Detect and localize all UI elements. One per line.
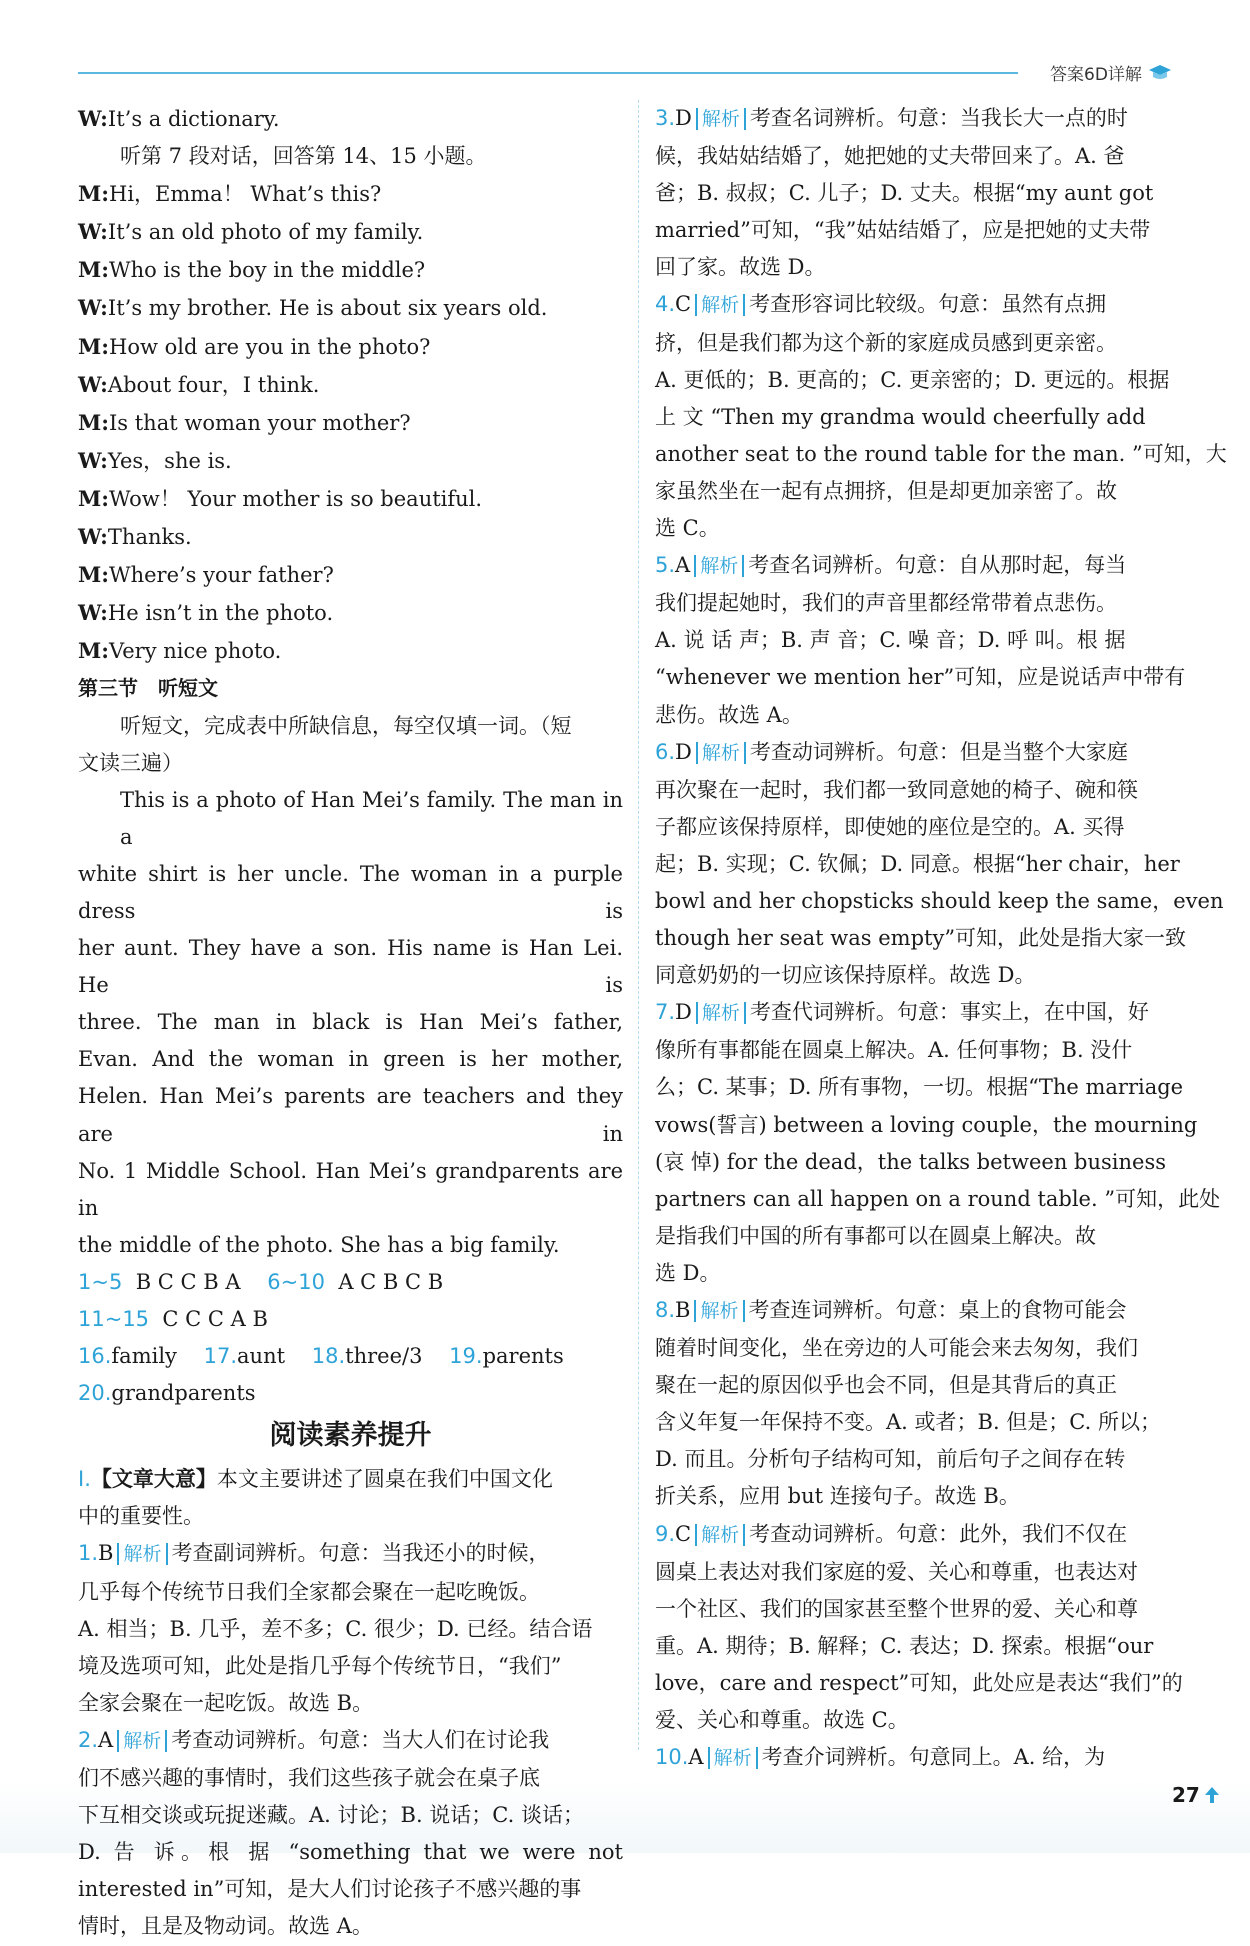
answer-row: 20.grandparents <box>78 1381 256 1406</box>
explanation-line: 起；B. 实现；C. 钦佩；D. 同意。根据“her chair，her <box>655 851 1180 876</box>
question-10: 10.A 解析 考查介词辨析。句意同上。A. 给，为 <box>655 1745 1106 1770</box>
section-title: 第三节 听短文 <box>78 676 218 701</box>
explanation-line: 挤，但是我们都为这个新的家庭成员感到更亲密。 <box>655 330 1117 355</box>
analysis-tag: 解析 <box>695 294 745 316</box>
dialogue-line: W:He isn’t in the photo. <box>78 600 334 626</box>
passage-line: Helen. Han Mei’s parents are teachers and they are in <box>78 1084 623 1146</box>
analysis-tag: 解析 <box>694 555 744 577</box>
explanation-line: another seat to the round table for the man. ”可知，大 <box>655 441 1227 466</box>
explanation-line: 我们提起她时，我们的声音里都经常带着点悲伤。 <box>655 591 1117 616</box>
explanation-line: though her seat was empty”可知，此处是指大家一致 <box>655 926 1187 951</box>
dialogue-line: W:Thanks. <box>78 524 192 550</box>
explanation-line: 含义年复一年保持不变。A. 或者；B. 但是；C. 所以； <box>655 1410 1161 1435</box>
explanation-line: 子都应该保持原样，即使她的座位是空的。A. 买得 <box>655 814 1125 839</box>
explanation-line: 上 文 “Then my grandma would cheerfully add <box>655 404 1146 429</box>
passage-line: No. 1 Middle School. Han Mei’s grandparents are in <box>78 1158 623 1220</box>
question-7: 7.D 解析 考查代词辨析。句意：事实上，在中国，好 像所有事都能在圆桌上解决。A. 任何事物；B. 没什 么；C. 某事；D. 所有事物，一切。根据“The marriage vows(誓言) between a loving couple，the mourning (哀 悼) for the dead，the talks between business partners can all happen on a round table. ”可知，此处 是指我们中国的所有事都可以在圆桌上解决。故 选 D。 <box>655 994 1195 1292</box>
explanation-line: (哀 悼) for the dead，the talks between business <box>655 1149 1166 1174</box>
explanation-line: 么；C. 某事；D. 所有事物，一切。根据“The marriage <box>655 1075 1184 1100</box>
explanation-line: 家虽然坐在一起有点拥挤，但是却更加亲密了。故 <box>655 478 1117 503</box>
header-brand <box>1050 60 1172 85</box>
passage-line: the middle of the photo. She has a big family. <box>78 1232 560 1257</box>
dialogue-block <box>78 175 623 670</box>
question-4: 4.C 解析 考查形容词比较级。句意：虽然有点拥 挤，但是我们都为这个新的家庭成员感到更亲密。 A. 更低的；B. 更高的；C. 更亲密的；D. 更远的。根据 上 文 “Then my grandma would cheerfully add another seat to the round table for the man. ”可知，大 家虽然坐在一起有点拥挤，但是却更加亲密了。故 选 C。 <box>655 286 1195 547</box>
dialogue-line: W:Yes，she is. <box>78 447 232 473</box>
dialogue-line: M:Where’s your father? <box>78 562 334 588</box>
dialogue-line: M:Hi，Emma！ What’s this? <box>78 181 382 207</box>
explanation-line: 圆桌上表达对我们家庭的爱、关心和尊重，也表达对 <box>655 1559 1138 1584</box>
left-column <box>78 100 623 1946</box>
passage-line: three. The man in black is Han Mei’s father, <box>78 1010 623 1035</box>
explanation-line: 一个社区、我们的国家甚至整个世界的爱、关心和尊 <box>655 1596 1138 1621</box>
passage-line: white shirt is her uncle. The woman in a purple dress is <box>78 861 623 923</box>
explanation-line: 折关系，应用 but 连接句子。故选 B。 <box>655 1484 1020 1509</box>
summary-line: Ⅰ.【文章大意】本文主要讲述了圆桌在我们中国文化 <box>78 1466 553 1492</box>
explanation-line: 随着时间变化，坐在旁边的人可能会来去匆匆，我们 <box>655 1336 1138 1361</box>
explanation-line: A. 说 话 声；B. 声 音；C. 噪 音；D. 呼 叫。根 据 <box>655 628 1126 653</box>
question-2: 2.A 解析 考查动词辨析。句意：当大人们在讨论我 们不感兴趣的事情时，我们这些孩子就会在桌子底 下互相交谈或玩捉迷藏。A. 讨论；B. 说话；C. 谈话； D. 告 诉。根 据 “something that we were not interested in”可知，是大人们讨论孩子不感兴趣的事 情时，且是及物动词。故选 A。 <box>78 1727 623 1939</box>
dialogue-line: M:Who is the boy in the middle? <box>78 257 426 283</box>
header-rule <box>78 72 1018 74</box>
answer-row: 1~5 B C C B A 6~10 A C B C B <box>78 1269 444 1294</box>
question-5: 5.A 解析 考查名词辨析。句意：自从那时起，每当 我们提起她时，我们的声音里都经常带着点悲伤。 A. 说 话 声；B. 声 音；C. 噪 音；D. 呼 叫。根 据 “whenever we mention her”可知，应是说话声中带有 悲伤。故选 A。 <box>655 547 1195 733</box>
explanation-line: 悲伤。故选 A。 <box>655 702 803 727</box>
dialogue-line: W:About four，I think. <box>78 371 320 397</box>
explanation-line: love，care and respect”可知，此处应是表达“我们”的 <box>655 1670 1183 1695</box>
right-column <box>655 100 1227 1777</box>
explanation-line: 候，我姑姑结婚了，她把她的丈夫带回来了。A. 爸 <box>655 144 1125 169</box>
question-6: 6.D 解析 考查动词辨析。句意：但是当整个大家庭 再次聚在一起时，我们都一致同意她的椅子、碗和筷 子都应该保持原样，即使她的座位是空的。A. 买得 起；B. 实现；C. 钦佩；D. 同意。根据“her chair，her bowl and her chopsticks should keep the same，even though her seat was empty”可知，此处是指大家一致 同意奶奶的一切应该保持原样。故选 D。 <box>655 734 1195 995</box>
explanation-line: partners can all happen on a round table. ”可知，此处 <box>655 1186 1221 1211</box>
instruction-line: 听第 7 段对话，回答第 14、15 小题。 <box>120 144 487 169</box>
explanation-line: married”可知，“我”姑姑结婚了，应是把她的丈夫带 <box>655 218 1151 243</box>
dialogue-line: W:It’s my brother. He is about six years old. <box>78 295 548 321</box>
dialogue-line: M:Very nice photo. <box>78 638 282 664</box>
dialogue-line: M:Wow！ Your mother is so beautiful. <box>78 485 483 511</box>
explanation-line: vows(誓言) between a loving couple，the mourning <box>655 1112 1198 1137</box>
dialogue-line: M:How old are you in the photo? <box>78 333 431 359</box>
explanation-line: 爱、关心和尊重。故选 C。 <box>655 1708 909 1733</box>
explanation-line: 是指我们中国的所有事都可以在圆桌上解决。故 <box>655 1223 1096 1248</box>
reading-heading: 阅读素养提升 <box>269 1420 432 1452</box>
analysis-tag: 解析 <box>708 1747 758 1769</box>
summary-line: 中的重要性。 <box>78 1504 204 1529</box>
analysis-tag: 解析 <box>696 1002 746 1024</box>
explanation-line: 再次聚在一起时，我们都一致同意她的椅子、碗和筷 <box>655 777 1138 802</box>
explanation-line: bowl and her chopsticks should keep the same，even <box>655 888 1224 913</box>
graduation-cap-icon <box>1148 64 1172 82</box>
dialogue-line: W:It’s a dictionary. <box>78 106 280 131</box>
explanation-line: A. 更低的；B. 更高的；C. 更亲密的；D. 更远的。根据 <box>655 367 1170 392</box>
dialogue-line: W:It’s an old photo of my family. <box>78 219 424 245</box>
answer-row: 16.family 17.aunt 18.three/3 19.parents <box>78 1344 564 1369</box>
explanation-line: 选 D。 <box>655 1260 721 1285</box>
analysis-tag: 解析 <box>696 742 746 764</box>
explanation-line: 回了家。故选 D。 <box>655 255 826 280</box>
analysis-tag: 解析 <box>695 1524 745 1546</box>
explanation-line: 爸；B. 叔叔；C. 儿子；D. 丈夫。根据“my aunt got <box>655 181 1154 206</box>
instruction-line: 文读三遍） <box>78 750 183 775</box>
question-9: 9.C 解析 考查动词辨析。句意：此外，我们不仅在 圆桌上表达对我们家庭的爱、关心和尊重，也表达对 一个社区、我们的国家甚至整个世界的爱、关心和尊 重。A. 期待；B. 解释；C. 表达；D. 探索。根据“our love，care and respect”可知，此处应是表达“我们”的 爱、关心和尊重。故选 C。 <box>655 1516 1195 1740</box>
dialogue-line: M:Is that woman your mother? <box>78 409 411 435</box>
question-3: 3.D 解析 考查名词辨析。句意：当我长大一点的时 候，我姑姑结婚了，她把她的丈夫带回来了。A. 爸 爸；B. 叔叔；C. 儿子；D. 丈夫。根据“my aunt got married”可知，“我”姑姑结婚了，应是把她的丈夫带 回了家。故选 D。 <box>655 100 1195 286</box>
analysis-tag: 解析 <box>694 1300 744 1322</box>
explanation-line: D. 而且。分析句子结构可知，前后句子之间存在转 <box>655 1447 1126 1472</box>
arrow-up-icon <box>1204 1786 1220 1804</box>
passage-line: This is a photo of Han Mei’s family. The man in a <box>120 787 623 849</box>
explanation-line: 选 C。 <box>655 516 720 541</box>
explanation-line: 像所有事都能在圆桌上解决。A. 任何事物；B. 没什 <box>655 1038 1133 1063</box>
analysis-tag: 解析 <box>696 108 746 130</box>
answer-row: 11~15 C C C A B <box>78 1307 268 1331</box>
passage <box>78 782 623 1264</box>
instruction-line: 听短文，完成表中所缺信息，每空仅填一词。（短 <box>120 713 572 738</box>
column-divider <box>638 100 639 1750</box>
brand-text: 答案6D详解 <box>1050 65 1142 85</box>
question-8: 8.B 解析 考查连词辨析。句意：桌上的食物可能会 随着时间变化，坐在旁边的人可能会来去匆匆，我们 聚在一起的原因似乎也会不同，但是其背后的真正 含义年复一年保持不变。A. 或者；B. 但是；C. 所以； D. 而且。分析句子结构可知，前后句子之间存在转 折关系，应用 but 连接句子。故选 B。 <box>655 1292 1195 1516</box>
explanation-line: 聚在一起的原因似乎也会不同，但是其背后的真正 <box>655 1373 1117 1398</box>
passage-line: her aunt. They have a son. His name is Han Lei. He is <box>78 936 623 998</box>
explanation-line: 重。A. 期待；B. 解释；C. 表达；D. 探索。根据“our <box>655 1633 1154 1658</box>
page-number: 27 <box>1172 1783 1220 1807</box>
passage-line: Evan. And the woman in green is her mother, <box>78 1047 623 1072</box>
question-1: 1.B 解析 考查副词辨析。句意：当我还小的时候， 几乎每个传统节日我们全家都会聚在一起吃晚饭。 A. 相当；B. 几乎，差不多；C. 很少；D. 已经。结合语 境及选项可知，此处是指几乎每个传统节日，“我们” 全家会聚在一起吃饭。故选 B。 <box>78 1541 593 1715</box>
explanation-line: “whenever we mention her”可知，应是说话声中带有 <box>655 665 1186 690</box>
explanation-line: 同意奶奶的一切应该保持原样。故选 D。 <box>655 963 1036 988</box>
